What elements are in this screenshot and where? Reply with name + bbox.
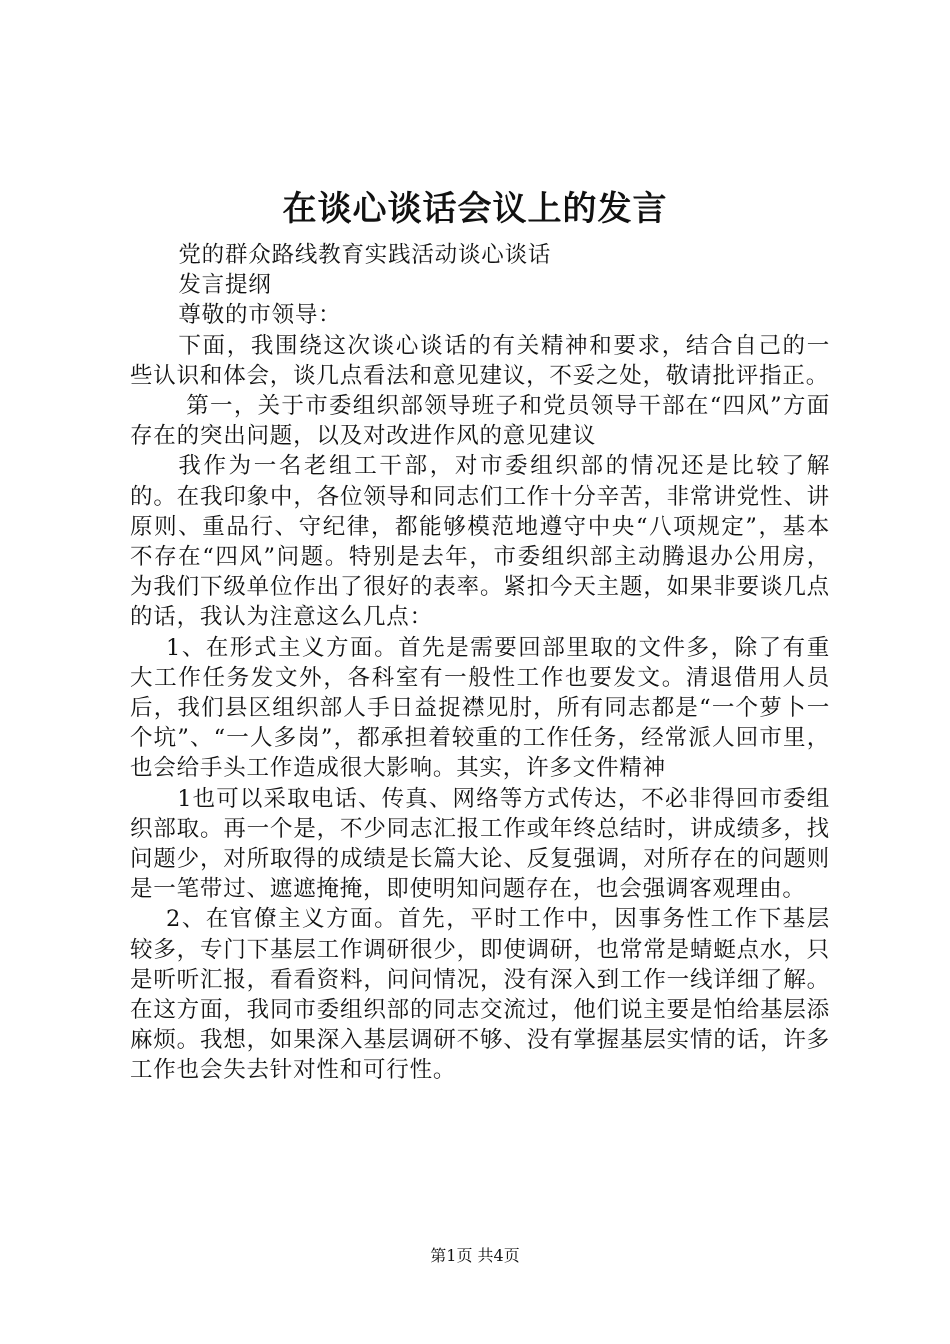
paragraph-salutation: 尊敬的市领导：	[178, 302, 342, 329]
paragraph-subtitle: 党的群众路线教育实践活动谈心谈话	[178, 242, 552, 268]
paragraph-subtitle-2: 发言提纲	[178, 272, 272, 299]
paragraph-body: 我作为一名老组工干部，对市委组织部的情况还是比较了解的。在我印象中，各位领导和同志们工作十分辛苦，非常讲党性、讲原则、重品行、守纪律，都能够模范地遵守中央“八项规定”，基本不存在“四风”问题。特别是去年，市委组织部主动腾退办公用房，为我们下级单位作出了很好的表率。紧扣今天主题，如果非要谈几点的话，我认为注意这么几点：	[130, 453, 830, 631]
paragraph-intro: 下面，我围绕这次谈心谈话的有关精神和要求，结合自己的一些认识和体会，谈几点看法和意见建议，不妥之处，敬请批评指正。	[130, 332, 830, 389]
document-body	[130, 240, 830, 1086]
paragraph-formalism: 1、在形式主义方面。首先是需要回部里取的文件多，除了有重大工作任务发文外，各科室有一般性工作也要发文。清退借用人员后，我们县区组织部人手日益捉襟见肘，所有同志都是“一个萝卜一个坑”、“一人多岗”，都承担着较重的工作任务，经常派人回市里，也会给手头工作造成很大影响。其实，许多文件精神	[130, 634, 830, 782]
paragraph-section-1: 第一，关于市委组织部领导班子和党员领导干部在“四风”方面存在的突出问题，以及对改进作风的意见建议	[130, 393, 830, 450]
document-title: 在谈心谈话会议上的发言	[282, 189, 668, 229]
page-footer: 第1页 共4页	[430, 1246, 520, 1265]
paragraph-bureaucratism: 2、在官僚主义方面。首先，平时工作中，因事务性工作下基层较多，专门下基层工作调研很少，即使调研，也常常是蜻蜓点水，只是听听汇报，看看资料，问问情况，没有深入到工作一线详细了解。在这方面，我同市委组织部的同志交流过，他们说主要是怕给基层添麻烦。我想，如果深入基层调研不够、没有掌握基层实情的话，许多工作也会失去针对性和可行性。	[130, 906, 830, 1084]
paragraph-continuation: 1也可以采取电话、传真、网络等方式传达，不必非得回市委组织部取。再一个是，不少同志汇报工作或年终总结时，讲成绩多，找问题少，对所取得的成绩是长篇大论、反复强调，对所存在的问题则是一笔带过、遮遮掩掩，即使明知问题存在，也会强调客观理由。	[130, 785, 830, 903]
